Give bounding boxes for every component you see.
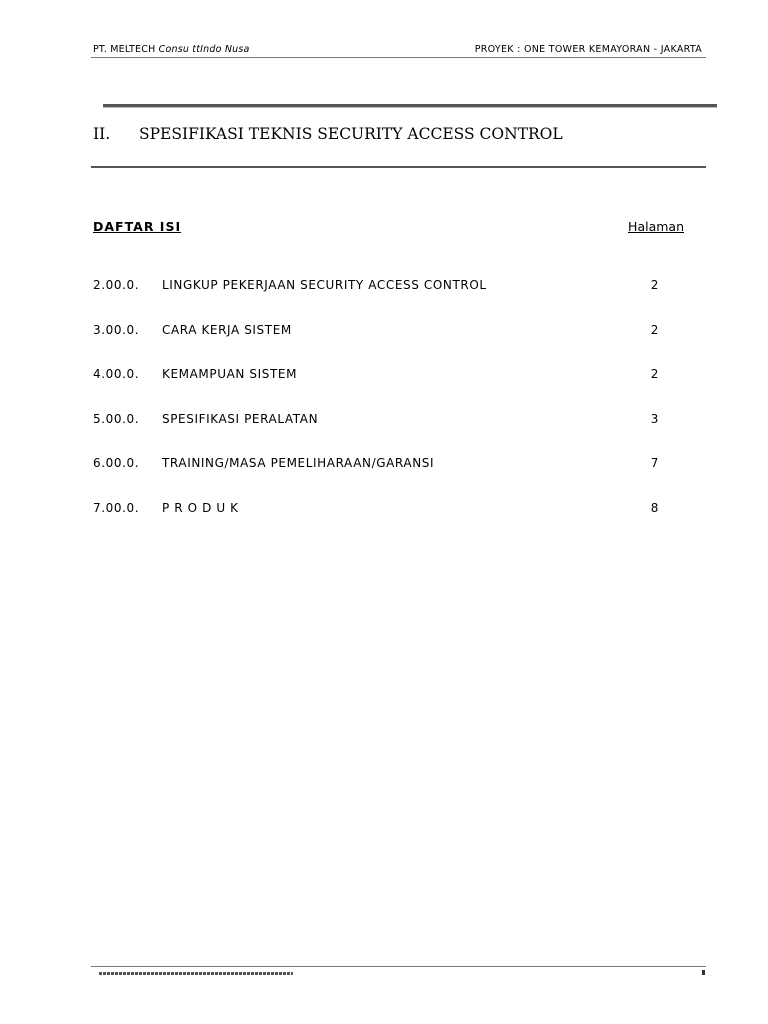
toc-item <box>93 367 663 412</box>
title-top-rule <box>103 104 717 108</box>
footer-text-illegible <box>99 972 293 975</box>
toc-item-number: 7.00.0. <box>93 500 140 515</box>
toc-item-label: LINGKUP PEKERJAAN SECURITY ACCESS CONTROL <box>162 278 487 292</box>
toc-item <box>93 456 663 501</box>
header-divider <box>91 57 706 58</box>
toc-item-label: SPESIFIKASI PERALATAN <box>162 411 319 426</box>
toc-item-label: CARA KERJA SISTEM <box>162 322 292 337</box>
section-number: II. <box>93 125 111 143</box>
toc-item-page: 7 <box>650 456 659 470</box>
toc-item-number: 4.00.0. <box>93 367 140 381</box>
footer-divider <box>91 966 706 967</box>
header-company <box>93 44 250 55</box>
toc-item-label: P R O D U K <box>162 500 239 515</box>
toc-item-number: 6.00.0. <box>93 456 140 470</box>
toc-item <box>93 323 663 368</box>
toc-heading: DAFTAR ISI <box>93 219 182 234</box>
footer-page-mark <box>702 970 705 975</box>
toc-item <box>93 501 663 546</box>
section-title <box>93 125 563 143</box>
toc-list <box>93 278 663 545</box>
toc-item-number: 3.00.0. <box>93 322 140 337</box>
toc-item-number: 5.00.0. <box>93 411 140 426</box>
toc-item-page: 2 <box>650 322 659 337</box>
section-title-text: SPESIFIKASI TEKNIS SECURITY ACCESS CONTROL <box>139 125 563 143</box>
title-bottom-rule <box>91 166 706 168</box>
toc-item-number: 2.00.0. <box>93 278 140 292</box>
header-project: PROYEK : ONE TOWER KEMAYORAN - JAKARTA <box>474 44 702 55</box>
toc-page-heading: Halaman <box>628 219 684 234</box>
toc-item-page: 3 <box>650 411 659 426</box>
toc-item-label: KEMAMPUAN SISTEM <box>162 367 298 381</box>
toc-item-page: 2 <box>650 278 659 292</box>
header-company-italic: Consu ttIndo Nusa <box>158 44 250 55</box>
toc-item <box>93 412 663 457</box>
toc-item-page: 2 <box>650 367 659 381</box>
toc-item <box>93 278 663 323</box>
toc-item-page: 8 <box>650 500 659 515</box>
header-company-prefix: PT. MELTECH <box>93 44 159 55</box>
toc-item-label: TRAINING/MASA PEMELIHARAAN/GARANSI <box>162 456 435 470</box>
